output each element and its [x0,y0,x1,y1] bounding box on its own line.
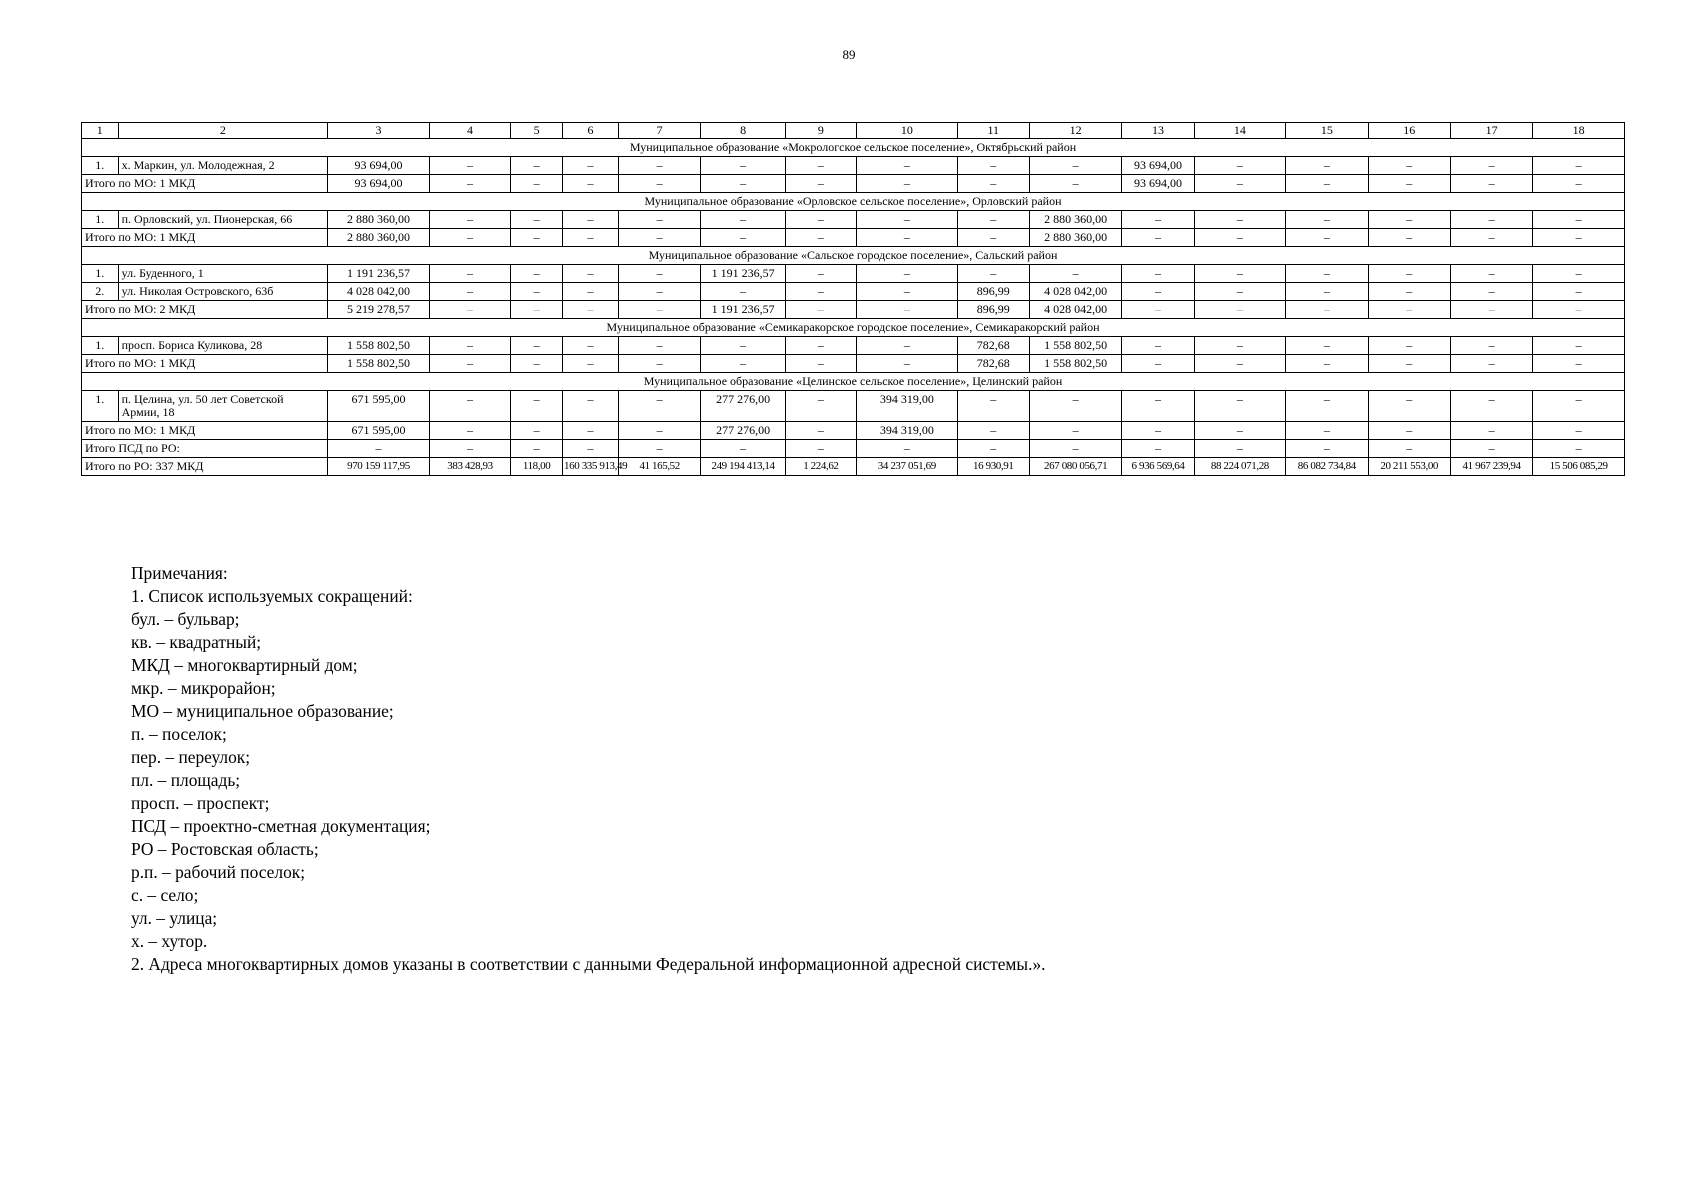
value-cell: – [618,175,700,193]
value-cell: 2 880 360,00 [328,211,430,229]
header-cell: 16 [1368,123,1450,139]
value-cell: – [1450,175,1532,193]
value-cell: – [1286,283,1368,301]
subtotal-row [82,355,1625,373]
value-cell: 671 595,00 [328,391,430,422]
value-cell: – [856,265,957,283]
value-cell: – [563,440,619,458]
subtotal-row [82,301,1625,319]
value-cell: – [511,337,563,355]
value-cell: – [1368,175,1450,193]
value-cell: – [1122,265,1194,283]
value-cell: – [511,391,563,422]
section-title: Муниципальное образование «Мокрологское сельское поселение», Октябрьский район [82,139,1625,157]
value-cell: 1 558 802,50 [328,355,430,373]
value-cell: – [1194,301,1286,319]
value-cell: 782,68 [957,337,1029,355]
value-cell: – [1194,175,1286,193]
value-cell: – [856,337,957,355]
note-line: пер. – переулок; [131,747,251,767]
value-cell: 4 028 042,00 [1029,301,1122,319]
value-cell: – [1194,391,1286,422]
value-cell: – [1122,283,1194,301]
value-cell: – [429,440,510,458]
value-cell: – [1286,422,1368,440]
value-cell: – [957,157,1029,175]
address-cell: просп. Бориса Куликова, 28 [118,337,328,355]
value-cell: – [856,283,957,301]
header-cell: 6 [563,123,619,139]
total-value-cell: 267 080 056,71 [1029,458,1122,476]
value-cell: – [563,211,619,229]
value-cell: – [328,440,430,458]
value-cell: 4 028 042,00 [1029,283,1122,301]
value-cell: – [1533,265,1625,283]
value-cell: – [1450,337,1532,355]
header-cell: 15 [1286,123,1368,139]
value-cell: – [1286,391,1368,422]
value-cell: – [1368,337,1450,355]
header-cell: 13 [1122,123,1194,139]
value-cell: – [785,157,856,175]
row-number: 1. [82,265,119,283]
value-cell: – [785,175,856,193]
value-cell: – [1122,422,1194,440]
value-cell: – [785,391,856,422]
value-cell: – [1029,265,1122,283]
total-value-cell: 41 967 239,94 [1450,458,1532,476]
value-cell: – [1194,265,1286,283]
value-cell: – [618,301,700,319]
table-row [82,157,1625,175]
value-cell: – [1533,283,1625,301]
value-cell: – [1029,391,1122,422]
row-number: 1. [82,211,119,229]
value-cell: – [957,422,1029,440]
value-cell: – [1368,211,1450,229]
value-cell: – [563,265,619,283]
address-cell: х. Маркин, ул. Молодежная, 2 [118,157,328,175]
header-cell: 18 [1533,123,1625,139]
page-number: 89 [842,47,856,62]
value-cell: – [563,355,619,373]
notes-block [131,562,1046,976]
value-cell: – [701,355,785,373]
subtotal-label: Итого по МО: 1 МКД [82,355,328,373]
value-cell: – [957,265,1029,283]
value-cell: – [1286,211,1368,229]
value-cell: – [701,440,785,458]
value-cell: – [563,422,619,440]
value-cell: – [785,301,856,319]
value-cell: – [618,229,700,247]
subtotal-label: Итого по МО: 1 МКД [82,422,328,440]
total-value-cell: 383 428,93 [429,458,510,476]
address-cell: п. Орловский, ул. Пионерская, 66 [118,211,328,229]
value-cell: – [618,422,700,440]
value-cell: – [957,175,1029,193]
header-cell: 9 [785,123,856,139]
note-line: бул. – бульвар; [131,609,240,629]
section-title: Муниципальное образование «Орловское сельское поселение», Орловский район [82,193,1625,211]
value-cell: 1 558 802,50 [1029,355,1122,373]
notes-heading: Примечания: [131,563,228,583]
value-cell: – [429,157,510,175]
value-cell: – [618,283,700,301]
value-cell: – [563,337,619,355]
value-cell: – [701,175,785,193]
value-cell: – [1122,301,1194,319]
value-cell: – [856,355,957,373]
value-cell: – [511,440,563,458]
value-cell: – [856,175,957,193]
value-cell: – [856,440,957,458]
value-cell: – [1122,355,1194,373]
section-header-row [82,193,1625,211]
value-cell: – [1122,211,1194,229]
table-body [82,123,1625,476]
value-cell: 93 694,00 [328,157,430,175]
value-cell: 93 694,00 [1122,157,1194,175]
value-cell: – [511,229,563,247]
value-cell: 2 880 360,00 [328,229,430,247]
value-cell: – [701,229,785,247]
total-value-cell: 20 211 553,00 [1368,458,1450,476]
value-cell: – [856,157,957,175]
row-number: 2. [82,283,119,301]
value-cell: – [618,337,700,355]
value-cell: – [785,337,856,355]
header-cell: 17 [1450,123,1532,139]
value-cell: 1 191 236,57 [701,265,785,283]
address-cell: ул. Буденного, 1 [118,265,328,283]
value-cell: – [1194,229,1286,247]
note-line: 2. Адреса многоквартирных домов указаны в соответствии с данными Федеральной информационной адресной системы.». [131,954,1046,974]
value-cell: – [957,229,1029,247]
value-cell: – [511,355,563,373]
value-cell: – [1368,440,1450,458]
value-cell: – [429,229,510,247]
value-cell: – [429,175,510,193]
header-cell: 12 [1029,123,1122,139]
value-cell: – [957,440,1029,458]
header-cell: 4 [429,123,510,139]
value-cell: – [1368,265,1450,283]
value-cell: – [785,265,856,283]
value-cell: – [1286,355,1368,373]
value-cell: 277 276,00 [701,422,785,440]
value-cell: – [1122,440,1194,458]
value-cell: – [429,265,510,283]
value-cell: 277 276,00 [701,391,785,422]
note-line: ПСД – проектно-сметная документация; [131,816,431,836]
value-cell: – [957,391,1029,422]
column-number-header [82,123,1625,139]
value-cell: – [511,283,563,301]
value-cell: – [618,440,700,458]
value-cell: – [1368,283,1450,301]
value-cell: – [1368,355,1450,373]
address-cell: ул. Николая Островского, 63б [118,283,328,301]
header-cell: 1 [82,123,119,139]
value-cell: – [563,229,619,247]
value-cell: – [1286,301,1368,319]
value-cell: – [1194,157,1286,175]
value-cell: – [429,301,510,319]
table-row [82,337,1625,355]
value-cell: – [1029,157,1122,175]
value-cell: 2 880 360,00 [1029,211,1122,229]
section-header-row [82,139,1625,157]
row-number: 1. [82,391,119,422]
value-cell: – [618,211,700,229]
value-cell: 1 558 802,50 [328,337,430,355]
note-line: с. – село; [131,885,199,905]
value-cell: – [1029,175,1122,193]
value-cell: – [1450,440,1532,458]
value-cell: – [1450,265,1532,283]
note-line: ул. – улица; [131,908,218,928]
total-value-cell: 86 082 734,84 [1286,458,1368,476]
value-cell: – [1533,337,1625,355]
header-cell: 2 [118,123,328,139]
subtotal-row [82,175,1625,193]
value-cell: – [1194,355,1286,373]
value-cell: – [1286,337,1368,355]
note-line: 1. Список используемых сокращений: [131,586,413,606]
total-value-cell: 41 165,52 [618,458,700,476]
value-cell: – [429,391,510,422]
value-cell: – [618,157,700,175]
subtotal-label: Итого по МО: 1 МКД [82,229,328,247]
value-cell: – [429,355,510,373]
value-cell: – [511,157,563,175]
subtotal-label: Итого по МО: 2 МКД [82,301,328,319]
value-cell: 5 219 278,57 [328,301,430,319]
value-cell: – [511,265,563,283]
value-cell: 896,99 [957,301,1029,319]
total-value-cell: 1 224,62 [785,458,856,476]
value-cell: – [1533,211,1625,229]
total-value-cell: 970 159 117,95 [328,458,430,476]
note-line: МО – муниципальное образование; [131,701,394,721]
note-line: РО – Ростовская область; [131,839,319,859]
value-cell: – [1368,157,1450,175]
value-cell: – [429,422,510,440]
total-value-cell: 160 335 913,49 [563,458,619,476]
value-cell: – [1122,337,1194,355]
value-cell: – [1286,265,1368,283]
section-header-row [82,247,1625,265]
value-cell: – [1533,440,1625,458]
value-cell: – [1368,422,1450,440]
value-cell: – [785,440,856,458]
value-cell: 1 191 236,57 [701,301,785,319]
section-header-row [82,373,1625,391]
note-line: пл. – площадь; [131,770,241,790]
table-row [82,265,1625,283]
section-title: Муниципальное образование «Семикаракорское городское поселение», Семикаракорский район [82,319,1625,337]
value-cell: – [1122,229,1194,247]
value-cell: – [1029,440,1122,458]
subtotal-row [82,229,1625,247]
value-cell: 896,99 [957,283,1029,301]
note-line: МКД – многоквартирный дом; [131,655,358,675]
value-cell: – [701,283,785,301]
value-cell: 2 880 360,00 [1029,229,1122,247]
value-cell: 394 319,00 [856,422,957,440]
region-total-row [82,458,1625,476]
value-cell: 93 694,00 [328,175,430,193]
value-cell: – [1450,355,1532,373]
value-cell: 671 595,00 [328,422,430,440]
value-cell: – [785,422,856,440]
address-cell: п. Целина, ул. 50 лет Советской Армии, 18 [118,391,328,422]
value-cell: 1 191 236,57 [328,265,430,283]
value-cell: – [1450,229,1532,247]
value-cell: – [1286,440,1368,458]
table-row [82,211,1625,229]
value-cell: – [1194,211,1286,229]
subtotal-label: Итого по МО: 1 МКД [82,175,328,193]
header-cell: 8 [701,123,785,139]
value-cell: – [429,283,510,301]
register-table [81,122,1625,476]
value-cell: – [511,301,563,319]
value-cell: – [563,157,619,175]
value-cell: – [1368,391,1450,422]
note-line: кв. – квадратный; [131,632,262,652]
value-cell: – [511,211,563,229]
value-cell: – [1533,175,1625,193]
value-cell: – [563,283,619,301]
total-value-cell: 118,00 [511,458,563,476]
header-cell: 3 [328,123,430,139]
value-cell: – [1533,355,1625,373]
value-cell: – [785,211,856,229]
value-cell: 394 319,00 [856,391,957,422]
value-cell: – [429,337,510,355]
value-cell: – [1533,157,1625,175]
section-title: Муниципальное образование «Сальское городское поселение», Сальский район [82,247,1625,265]
value-cell: – [1286,175,1368,193]
value-cell: – [1533,229,1625,247]
total-value-cell: 15 506 085,29 [1533,458,1625,476]
row-number: 1. [82,157,119,175]
value-cell: – [856,301,957,319]
note-line: п. – поселок; [131,724,227,744]
total-value-cell: 34 237 051,69 [856,458,957,476]
value-cell: – [1029,422,1122,440]
value-cell: – [618,391,700,422]
value-cell: – [785,355,856,373]
region-total-label: Итого по РО: 337 МКД [82,458,328,476]
value-cell: – [1122,391,1194,422]
section-header-row [82,319,1625,337]
value-cell: – [1194,283,1286,301]
value-cell: – [1194,422,1286,440]
value-cell: – [701,157,785,175]
value-cell: – [1533,422,1625,440]
total-value-cell: 249 194 413,14 [701,458,785,476]
value-cell: 1 558 802,50 [1029,337,1122,355]
header-cell: 10 [856,123,957,139]
header-cell: 5 [511,123,563,139]
total-value-cell: 16 930,91 [957,458,1029,476]
header-cell: 14 [1194,123,1286,139]
table-row [82,283,1625,301]
value-cell: – [618,355,700,373]
value-cell: – [511,175,563,193]
value-cell: – [563,301,619,319]
value-cell: – [1450,391,1532,422]
header-cell: 7 [618,123,700,139]
total-value-cell: 6 936 569,64 [1122,458,1194,476]
total-value-cell: 88 224 071,28 [1194,458,1286,476]
value-cell: – [1533,301,1625,319]
value-cell: – [1450,211,1532,229]
subtotal-row [82,422,1625,440]
value-cell: – [563,391,619,422]
value-cell: 782,68 [957,355,1029,373]
value-cell: – [701,211,785,229]
value-cell: – [785,283,856,301]
value-cell: – [1450,301,1532,319]
note-line: р.п. – рабочий поселок; [131,862,306,882]
table-row [82,391,1625,422]
value-cell: – [1533,391,1625,422]
value-cell: – [856,229,957,247]
value-cell: 4 028 042,00 [328,283,430,301]
value-cell: – [785,229,856,247]
value-cell: – [856,211,957,229]
value-cell: – [511,422,563,440]
value-cell: – [1368,229,1450,247]
value-cell: – [1368,301,1450,319]
value-cell: – [1450,157,1532,175]
value-cell: – [957,211,1029,229]
value-cell: – [1450,283,1532,301]
psd-total-label: Итого ПСД по РО: [82,440,328,458]
value-cell: – [429,211,510,229]
value-cell: – [1194,440,1286,458]
section-title: Муниципальное образование «Целинское сельское поселение», Целинский район [82,373,1625,391]
value-cell: – [701,337,785,355]
value-cell: – [1194,337,1286,355]
value-cell: – [618,265,700,283]
value-cell: 93 694,00 [1122,175,1194,193]
header-cell: 11 [957,123,1029,139]
note-line: х. – хутор. [131,931,208,951]
value-cell: – [1286,229,1368,247]
row-number: 1. [82,337,119,355]
value-cell: – [1450,422,1532,440]
note-line: мкр. – микрорайон; [131,678,276,698]
psd-total-row [82,440,1625,458]
note-line: просп. – проспект; [131,793,270,813]
value-cell: – [563,175,619,193]
value-cell: – [1286,157,1368,175]
